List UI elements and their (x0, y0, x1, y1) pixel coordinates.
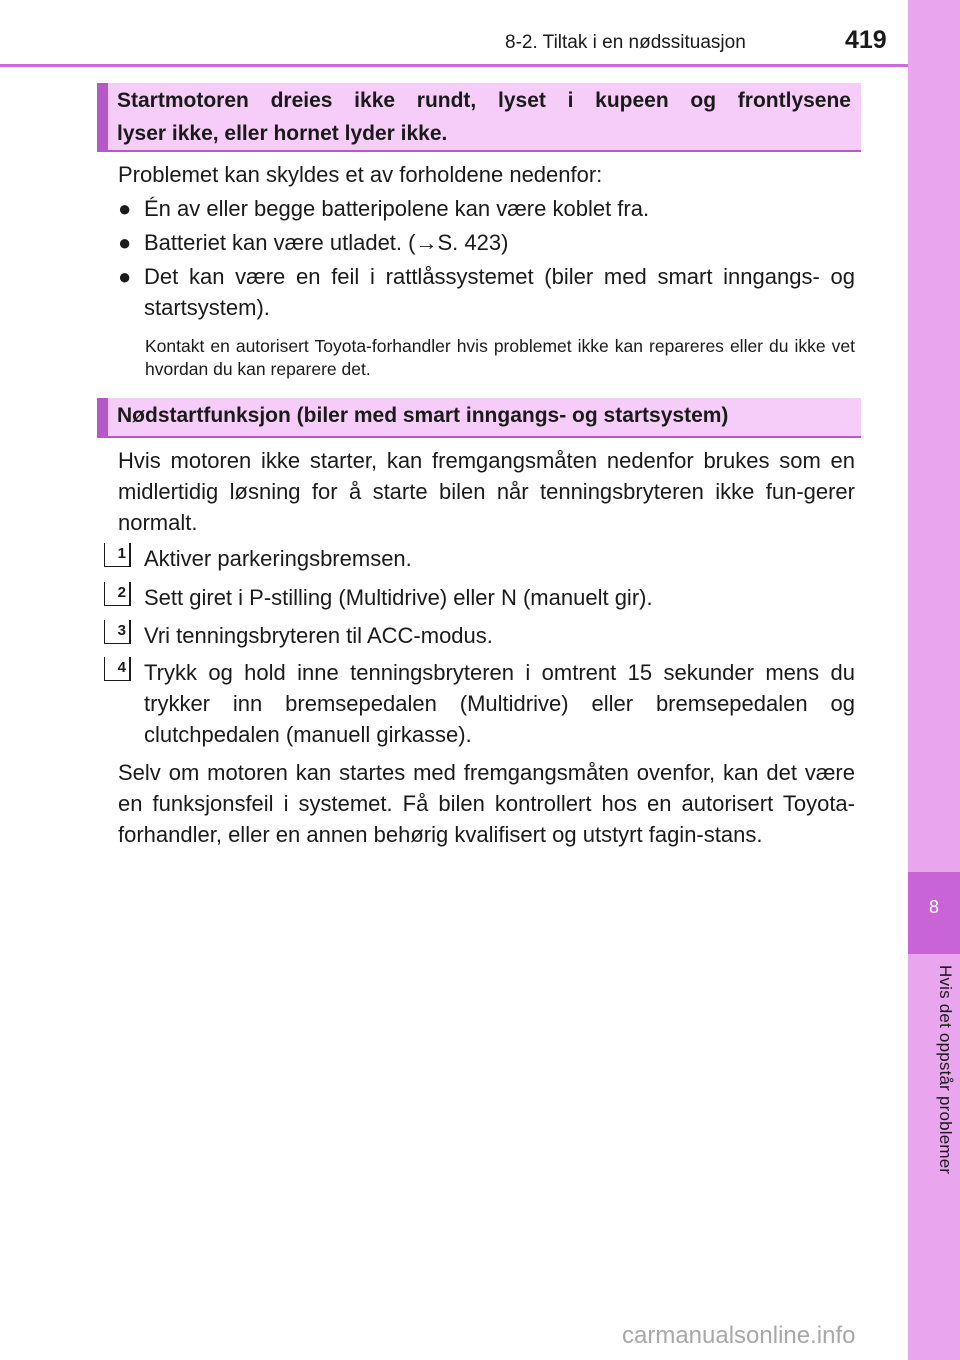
bullet-item (118, 227, 855, 258)
step-item (104, 620, 855, 651)
step-text: Trykk og hold inne tenningsbryteren i omtrent 15 sekunder mens du trykker inn bremsepedalen (Multidrive) eller bremsepedalen og clutchpedalen (manuell girkasse). (144, 660, 855, 747)
step-text: Aktiver parkeringsbremsen. (144, 546, 412, 571)
section-heading-line-1: Startmotoren dreies ikke rundt, lyset i kupeen og frontlysene (117, 89, 851, 112)
step-item (104, 582, 855, 613)
chapter-number: 8 (928, 897, 939, 917)
note-paragraph: Kontakt en autorisert Toyota-forhandler hvis problemet ikke kan repareres eller du ikke vet hvordan du kan reparere det. (145, 336, 855, 379)
bullet-item (118, 193, 855, 224)
closing-paragraph: Selv om motoren kan startes med fremgangsmåten ovenfor, kan det være en funksjonsfeil i systemet. Få bilen kontrollert hos en autorisert Toyota-forhandler, eller en annen behørig kvalifisert og utstyrt fagin-stans. (118, 760, 855, 847)
bullet-text: Batteriet kan være utladet. (→S. 423) (144, 230, 509, 255)
step-number: 2 (104, 582, 131, 606)
bullet-icon: ● (118, 230, 132, 255)
bullet-text: Én av eller begge batteripolene kan være koblet fra. (144, 196, 650, 221)
section-heading-emergency-start: Nødstartfunksjon (biler med smart inngangs- og startsystem) (97, 398, 861, 438)
step-text: Vri tenningsbryteren til ACC-modus. (144, 623, 493, 648)
step-text: Sett giret i P-stilling (Multidrive) eller N (manuelt gir). (144, 585, 653, 610)
watermark: carmanualsonline.info (622, 1322, 856, 1349)
page-number: 419 (845, 26, 887, 54)
bullet-icon: ● (118, 196, 132, 221)
step-number: 3 (104, 620, 131, 644)
chapter-label: Hvis det oppstår problemer (936, 965, 955, 1175)
step-item (104, 543, 855, 574)
bullet-icon: ● (118, 264, 132, 289)
section-heading-starter (97, 83, 861, 152)
section-heading-line-2: lyser ikke, eller hornet lyder ikke. (117, 122, 448, 145)
bullet-item (118, 261, 855, 323)
step-number: 4 (104, 657, 131, 681)
intro-paragraph: Hvis motoren ikke starter, kan fremgangsmåten nedenfor brukes som en midlertidig løsning for å starte bilen når tenningsbryteren ikke fun-gerer normalt. (118, 448, 855, 535)
header-rule (0, 64, 908, 67)
step-item (104, 657, 855, 750)
bullet-text: Det kan være en feil i rattlåssystemet (biler med smart inngangs- og startsystem). (144, 264, 855, 320)
step-number: 1 (104, 543, 131, 567)
intro-paragraph: Problemet kan skyldes et av forholdene nedenfor: (118, 162, 603, 187)
running-header-section: 8-2. Tiltak i en nødssituasjon (505, 32, 746, 53)
